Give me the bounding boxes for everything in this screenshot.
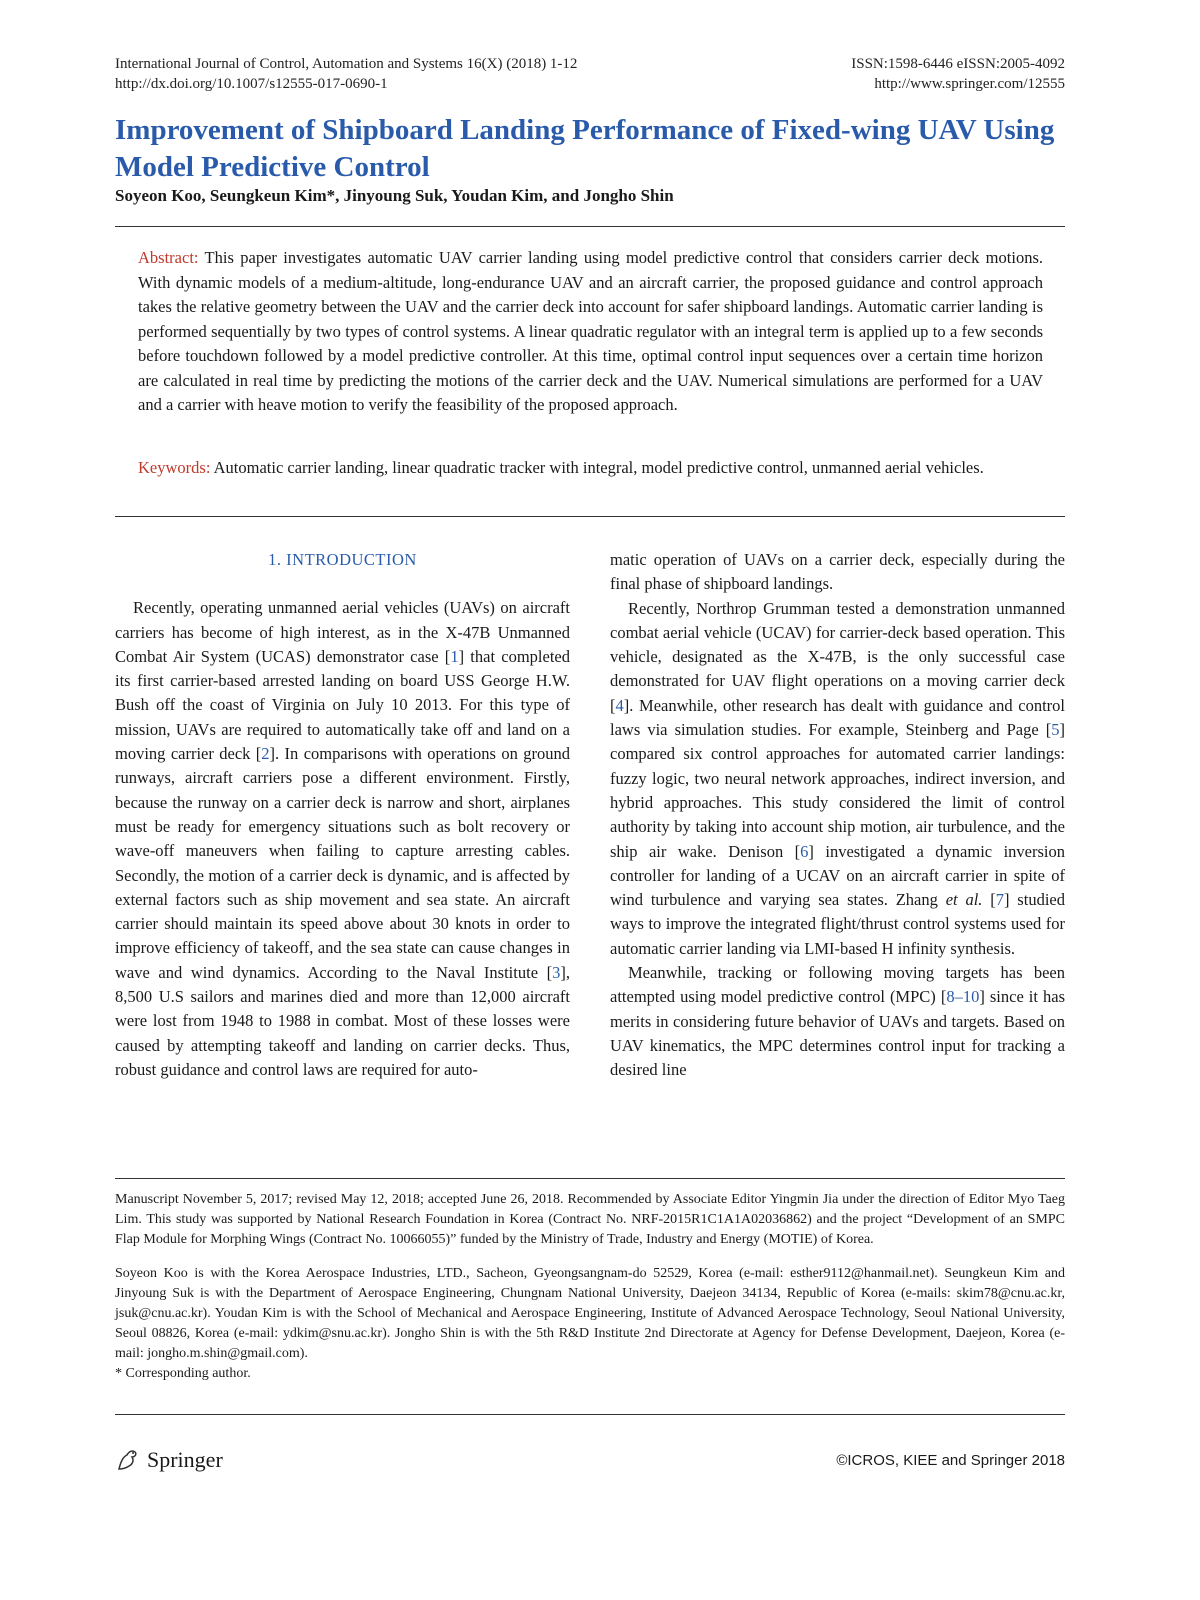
journal-citation: International Journal of Control, Automation and Systems 16(X) (2018) 1-12 (115, 56, 578, 72)
citation-link[interactable]: 1 (450, 646, 459, 666)
keywords (138, 456, 1043, 481)
paper-title: Improvement of Shipboard Landing Performance of Fixed-wing UAV Using Model Predictive Control (115, 114, 1055, 183)
divider (115, 226, 1065, 227)
publisher-name: Springer (147, 1447, 223, 1472)
publisher-logo (115, 1447, 223, 1473)
paragraph: Recently, operating unmanned aerial vehicles (UAVs) on aircraft carriers has become of high interest, as in the X-47B Unmanned Combat Air System (UCAS) demonstrator case [1] that completed its first carrier-based arrested landing on board USS George H.W. Bush off the coast of Virginia on July 10 2013. For this type of mission, UAVs are required to automatically take off and land on a moving carrier deck [2]. In comparisons with operations on ground runways, aircraft carriers pose a different environment. Firstly, because the runway on a carrier deck is narrow and short, airplanes must be ready for emergency situations such as bolt recovery or wave-off maneuvers when failing to capture arresting cables. Secondly, the motion of a carrier deck is dynamic, and is affected by external factors such as ship movement and sea state. An aircraft carrier should maintain its speed above about 30 knots in order to improve efficiency of takeoff, and the sea state can cause changes in wave and wind dynamics. According to the Naval Institute [3], 8,500 U.S sailors and marines died and more than 12,000 aircraft were lost from 1948 to 1988 in combat. Most of these losses were caused by attempting takeoff and landing on carrier decks. Thus, robust guidance and control laws are required for auto- (115, 598, 570, 1079)
section-heading: 1. INTRODUCTION (268, 550, 417, 569)
divider (115, 1414, 1065, 1415)
column-right (610, 548, 1065, 1083)
paragraph: Meanwhile, tracking or following moving targets has been attempted using model predictive control (MPC) [8–10] since it has merits in considering future behavior of UAVs and targets. Based on UAV kinematics, the MPC determines control input for tracking a desired line (610, 963, 1065, 1080)
citation-link[interactable]: 7 (995, 890, 1004, 910)
citation-link[interactable]: 3 (552, 962, 561, 982)
abstract-label: Abstract: (138, 248, 199, 267)
citation-link[interactable]: 6 (800, 841, 809, 861)
citation-link[interactable]: 4 (615, 695, 624, 715)
affiliations-note: Soyeon Koo is with the Korea Aerospace Industries, LTD., Sacheon, Gyeongsangnam-do 52529, Korea (e-mail: esther9112@hanmail.net). Seungkeun Kim and Jinyoung Suk is with the Department of Aerospace Engineering, Chungnam National University, Daejeon 34134, Republic of Korea (e-mails: skim78@cnu.ac.kr, jsuk@cnu.ac.kr). Youdan Kim is with the School of Mechanical and Aerospace Engineering, Institute of Advanced Aerospace Technology, Seoul National University, Seoul 08826, Korea (e-mail: ydkim@snu.ac.kr). Jongho Shin is with the 5th R&D Institute 2nd Directorate at Agency for Defense Development, Daejeon, Korea (e-mail: jongho.m.shin@gmail.com). (115, 1266, 1065, 1361)
paragraph: Recently, Northrop Grumman tested a demonstration unmanned combat aerial vehicle (UCAV) for carrier-deck based operation. This vehicle, designated as the X-47B, is the only successful case demonstrated for UAV flight operations on a moving carrier deck [4]. Meanwhile, other research has dealt with guidance and control laws via simulation studies. For example, Steinberg and Page [5] compared six control approaches for automated carrier landings: fuzzy logic, two neural network approaches, indirect inversion, and hybrid approaches. This study considered the limit of control authority by taking into account ship motion, air turbulence, and the ship air wake. Denison [6] investigated a dynamic inversion controller for landing of a UCAV on an aircraft carrier in spite of wind turbulence and varying sea states. Zhang et al. [7] studied ways to improve the integrated flight/thrust control systems used for automatic carrier landing via LMI-based H infinity synthesis. (610, 598, 1065, 958)
copyright: ©ICROS, KIEE and Springer 2018 (836, 1452, 1065, 1469)
column-left (115, 548, 570, 1082)
doi-link[interactable]: http://dx.doi.org/10.1007/s12555-017-0690-1 (115, 76, 388, 92)
divider (115, 1178, 1065, 1179)
keywords-text: Automatic carrier landing, linear quadratic tracker with integral, model predictive control, unmanned aerial vehicles. (213, 458, 984, 477)
author-list: Soyeon Koo, Seungkeun Kim*, Jinyoung Suk, Youdan Kim, and Jongho Shin (115, 186, 674, 205)
springer-horse-icon (115, 1447, 141, 1473)
abstract-text: This paper investigates automatic UAV carrier landing using model predictive control that considers carrier deck motions. With dynamic models of a medium-altitude, long-endurance UAV and an aircraft carrier, the proposed guidance and control approach takes the relative geometry between the UAV and the carrier deck into account for safer shipboard landings. Automatic carrier landing is performed sequentially by two types of control systems. A linear quadratic regulator with an integral term is applied up to a few seconds before touchdown followed by a model predictive controller. At this time, optimal control input sequences over a certain time horizon are calculated in real time by predicting the motions of the carrier deck and the UAV. Numerical simulations are performed for a UAV and a carrier with heave motion to verify the feasibility of the proposed approach. (138, 248, 1043, 414)
footnotes (115, 1190, 1065, 1398)
keywords-label: Keywords: (138, 458, 211, 477)
running-header-left (115, 54, 577, 94)
issn: ISSN:1598-6446 eISSN:2005-4092 (851, 56, 1065, 72)
manuscript-note: Manuscript November 5, 2017; revised May 12, 2018; accepted June 26, 2018. Recommended by Associate Editor Yingmin Jia under the direction of Editor Myo Taeg Lim. This study was supported by National Research Foundation in Korea (Contract No. NRF-2015R1C1A1A02036862) and the project “Development of an SMPC Flap Module for Morphing Wings (Contract No. 10066055)” funded by the Ministry of Trade, Industry and Energy (MOTIE) of Korea. (115, 1192, 1065, 1247)
citation-link[interactable]: 2 (261, 744, 270, 764)
abstract (138, 246, 1043, 418)
paragraph-continued: matic operation of UAVs on a carrier deck, especially during the final phase of shipboard landings. (610, 550, 1065, 594)
citation-link[interactable]: 5 (1051, 720, 1060, 740)
divider (115, 516, 1065, 517)
citation-link[interactable]: 8–10 (946, 987, 980, 1007)
journal-url[interactable]: http://www.springer.com/12555 (874, 76, 1065, 92)
corresponding-author-note: * Corresponding author. (115, 1366, 251, 1381)
running-header-right (851, 54, 1065, 94)
